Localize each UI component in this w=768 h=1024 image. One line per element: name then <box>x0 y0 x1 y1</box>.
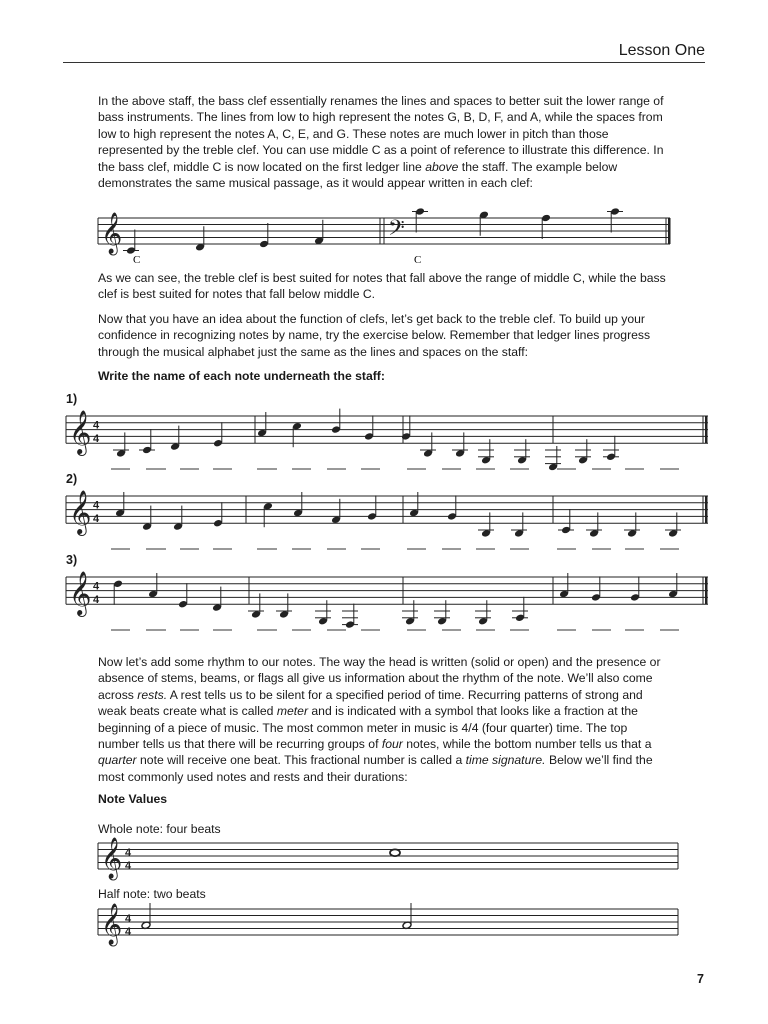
exercise-instruction: Write the name of each note underneath the staff: <box>98 369 385 383</box>
quarter-note <box>541 214 551 239</box>
whole-note <box>390 849 400 856</box>
quarter-note <box>178 583 188 608</box>
quarter-note <box>545 446 561 471</box>
time-signature-bottom: 4 <box>93 594 100 607</box>
exercise-number: 2) <box>66 472 78 486</box>
note-values-heading: Note Values <box>98 792 168 806</box>
paragraph-bass-clef <box>98 93 670 191</box>
half-note <box>402 903 412 930</box>
exercise-number: 1) <box>66 392 78 406</box>
quarter-note <box>342 604 358 629</box>
text-run: notes, while the bottom number tells us that a <box>402 737 652 752</box>
time-signature-bottom: 4 <box>93 433 100 446</box>
lesson-title: Lesson One <box>618 42 705 59</box>
quarter-note <box>364 415 374 440</box>
quarter-note <box>113 580 123 605</box>
time-signature-bottom: 4 <box>93 513 100 526</box>
italic-term: quarter <box>98 753 137 768</box>
quarter-note <box>558 509 574 534</box>
treble-clef-icon: 𝄞 <box>69 571 92 616</box>
treble-clef-icon: 𝄞 <box>69 410 92 455</box>
bass-clef-icon: 𝄢 <box>388 216 405 246</box>
quarter-note <box>123 230 139 255</box>
quarter-note <box>512 597 528 622</box>
time-signature-bottom: 4 <box>125 860 132 872</box>
text-run: Now that you have an idea about the function of clefs, let’s get back to the treble clef. To build up your confidence in recognizing notes by name, try the exercise below. Remember that ledger lines progress through the musical alphabet just the same as the lines and spaces on the staff: <box>98 312 651 359</box>
paragraph-exercise-intro <box>98 311 670 360</box>
treble-clef-icon: 𝄞 <box>101 838 123 879</box>
time-signature-top: 4 <box>125 913 132 925</box>
quarter-note <box>213 422 223 447</box>
treble-clef-icon: 𝄞 <box>101 904 123 945</box>
middle-c-label-treble: C <box>133 254 141 266</box>
clef-comparison-staff <box>98 205 673 267</box>
quarter-note <box>259 223 269 248</box>
quarter-note <box>139 429 155 454</box>
quarter-note <box>213 502 223 527</box>
exercise-staff-3 <box>66 561 712 635</box>
italic-term: four <box>381 737 403 752</box>
time-signature-top: 4 <box>93 419 100 432</box>
quarter-note <box>447 495 457 520</box>
italic-term: meter <box>276 704 308 719</box>
whole-note-label: Whole note: four beats <box>98 822 221 836</box>
final-barline <box>705 416 708 443</box>
treble-clef-icon: 𝄞 <box>101 213 123 254</box>
half-note-staff <box>98 900 680 950</box>
quarter-note <box>603 436 619 461</box>
italic-term: rests. <box>137 687 168 702</box>
text-run: As we can see, the treble clef is best suited for notes that fall above the range of middle C, while the bass clef is best suited for notes that fall below middle C. <box>98 271 666 302</box>
quarter-note <box>479 210 489 235</box>
time-signature-top: 4 <box>125 847 132 859</box>
half-note <box>141 903 151 930</box>
half-note-label: Half note: two beats <box>98 887 206 901</box>
whole-note-staff <box>98 834 680 884</box>
paragraph-clef-comparison <box>98 270 670 303</box>
header-rule <box>63 62 705 63</box>
quarter-note <box>591 576 601 601</box>
time-signature-bottom: 4 <box>125 926 132 938</box>
quarter-note <box>195 226 205 251</box>
exercise-staff-2 <box>66 480 712 554</box>
quarter-note <box>314 220 324 245</box>
final-barline <box>705 496 708 523</box>
text-run: In the above staff, the bass clef essentially renames the lines and spaces to better suit the lower range of bass instruments. The lines from low to high represent the notes G, B, D, F, and A, while the spaces from low to high represent the notes A, C, E, and G. These notes are much lower in pitch than those represented by the treble clef. You can use middle C as a point of reference to illustrate this difference. In the bass clef, middle C is now located on the first ledger line <box>98 94 664 174</box>
italic-term: above <box>425 159 459 174</box>
time-signature-top: 4 <box>93 580 100 593</box>
text-run: Now let’s add some rhythm to our notes. The way the head is written (solid or open) and the presence or absence of stems, beams, or flags all give us information about the rhythm of the note. We’ll also come across <box>98 655 661 702</box>
final-barline <box>705 577 708 604</box>
page-number: 7 <box>697 972 704 986</box>
exercise-staff-1 <box>66 400 712 474</box>
quarter-note <box>367 495 377 520</box>
quarter-note <box>630 576 640 601</box>
quarter-note <box>412 207 428 232</box>
quarter-note <box>331 409 341 434</box>
exercise-number: 3) <box>66 553 78 567</box>
italic-term: time signature. <box>465 753 546 768</box>
quarter-note <box>607 207 623 232</box>
treble-clef-icon: 𝄞 <box>69 490 92 535</box>
text-run: note will receive one beat. This fractional number is called a <box>136 753 466 768</box>
text-run: and is indicated with a symbol that looks like a fraction at the beginning of a piece of music. The most common meter in music is 4/4 (four quarter) time. The top number tells us that there will be recurring groups of <box>98 704 638 752</box>
text-run: the staff. The example below demonstrates the same musical passage, as it would appear written in each clef: <box>98 159 618 191</box>
time-signature-top: 4 <box>93 499 100 512</box>
paragraph-rhythm <box>98 654 670 785</box>
text-run: A rest tells us to be silent for a specified period of time. Recurring patterns of strong and weak beats create what is called <box>98 687 643 719</box>
middle-c-label-bass: C <box>414 254 422 266</box>
text-run: Below we’ll find the most commonly used notes and rests and their durations: <box>98 753 653 784</box>
